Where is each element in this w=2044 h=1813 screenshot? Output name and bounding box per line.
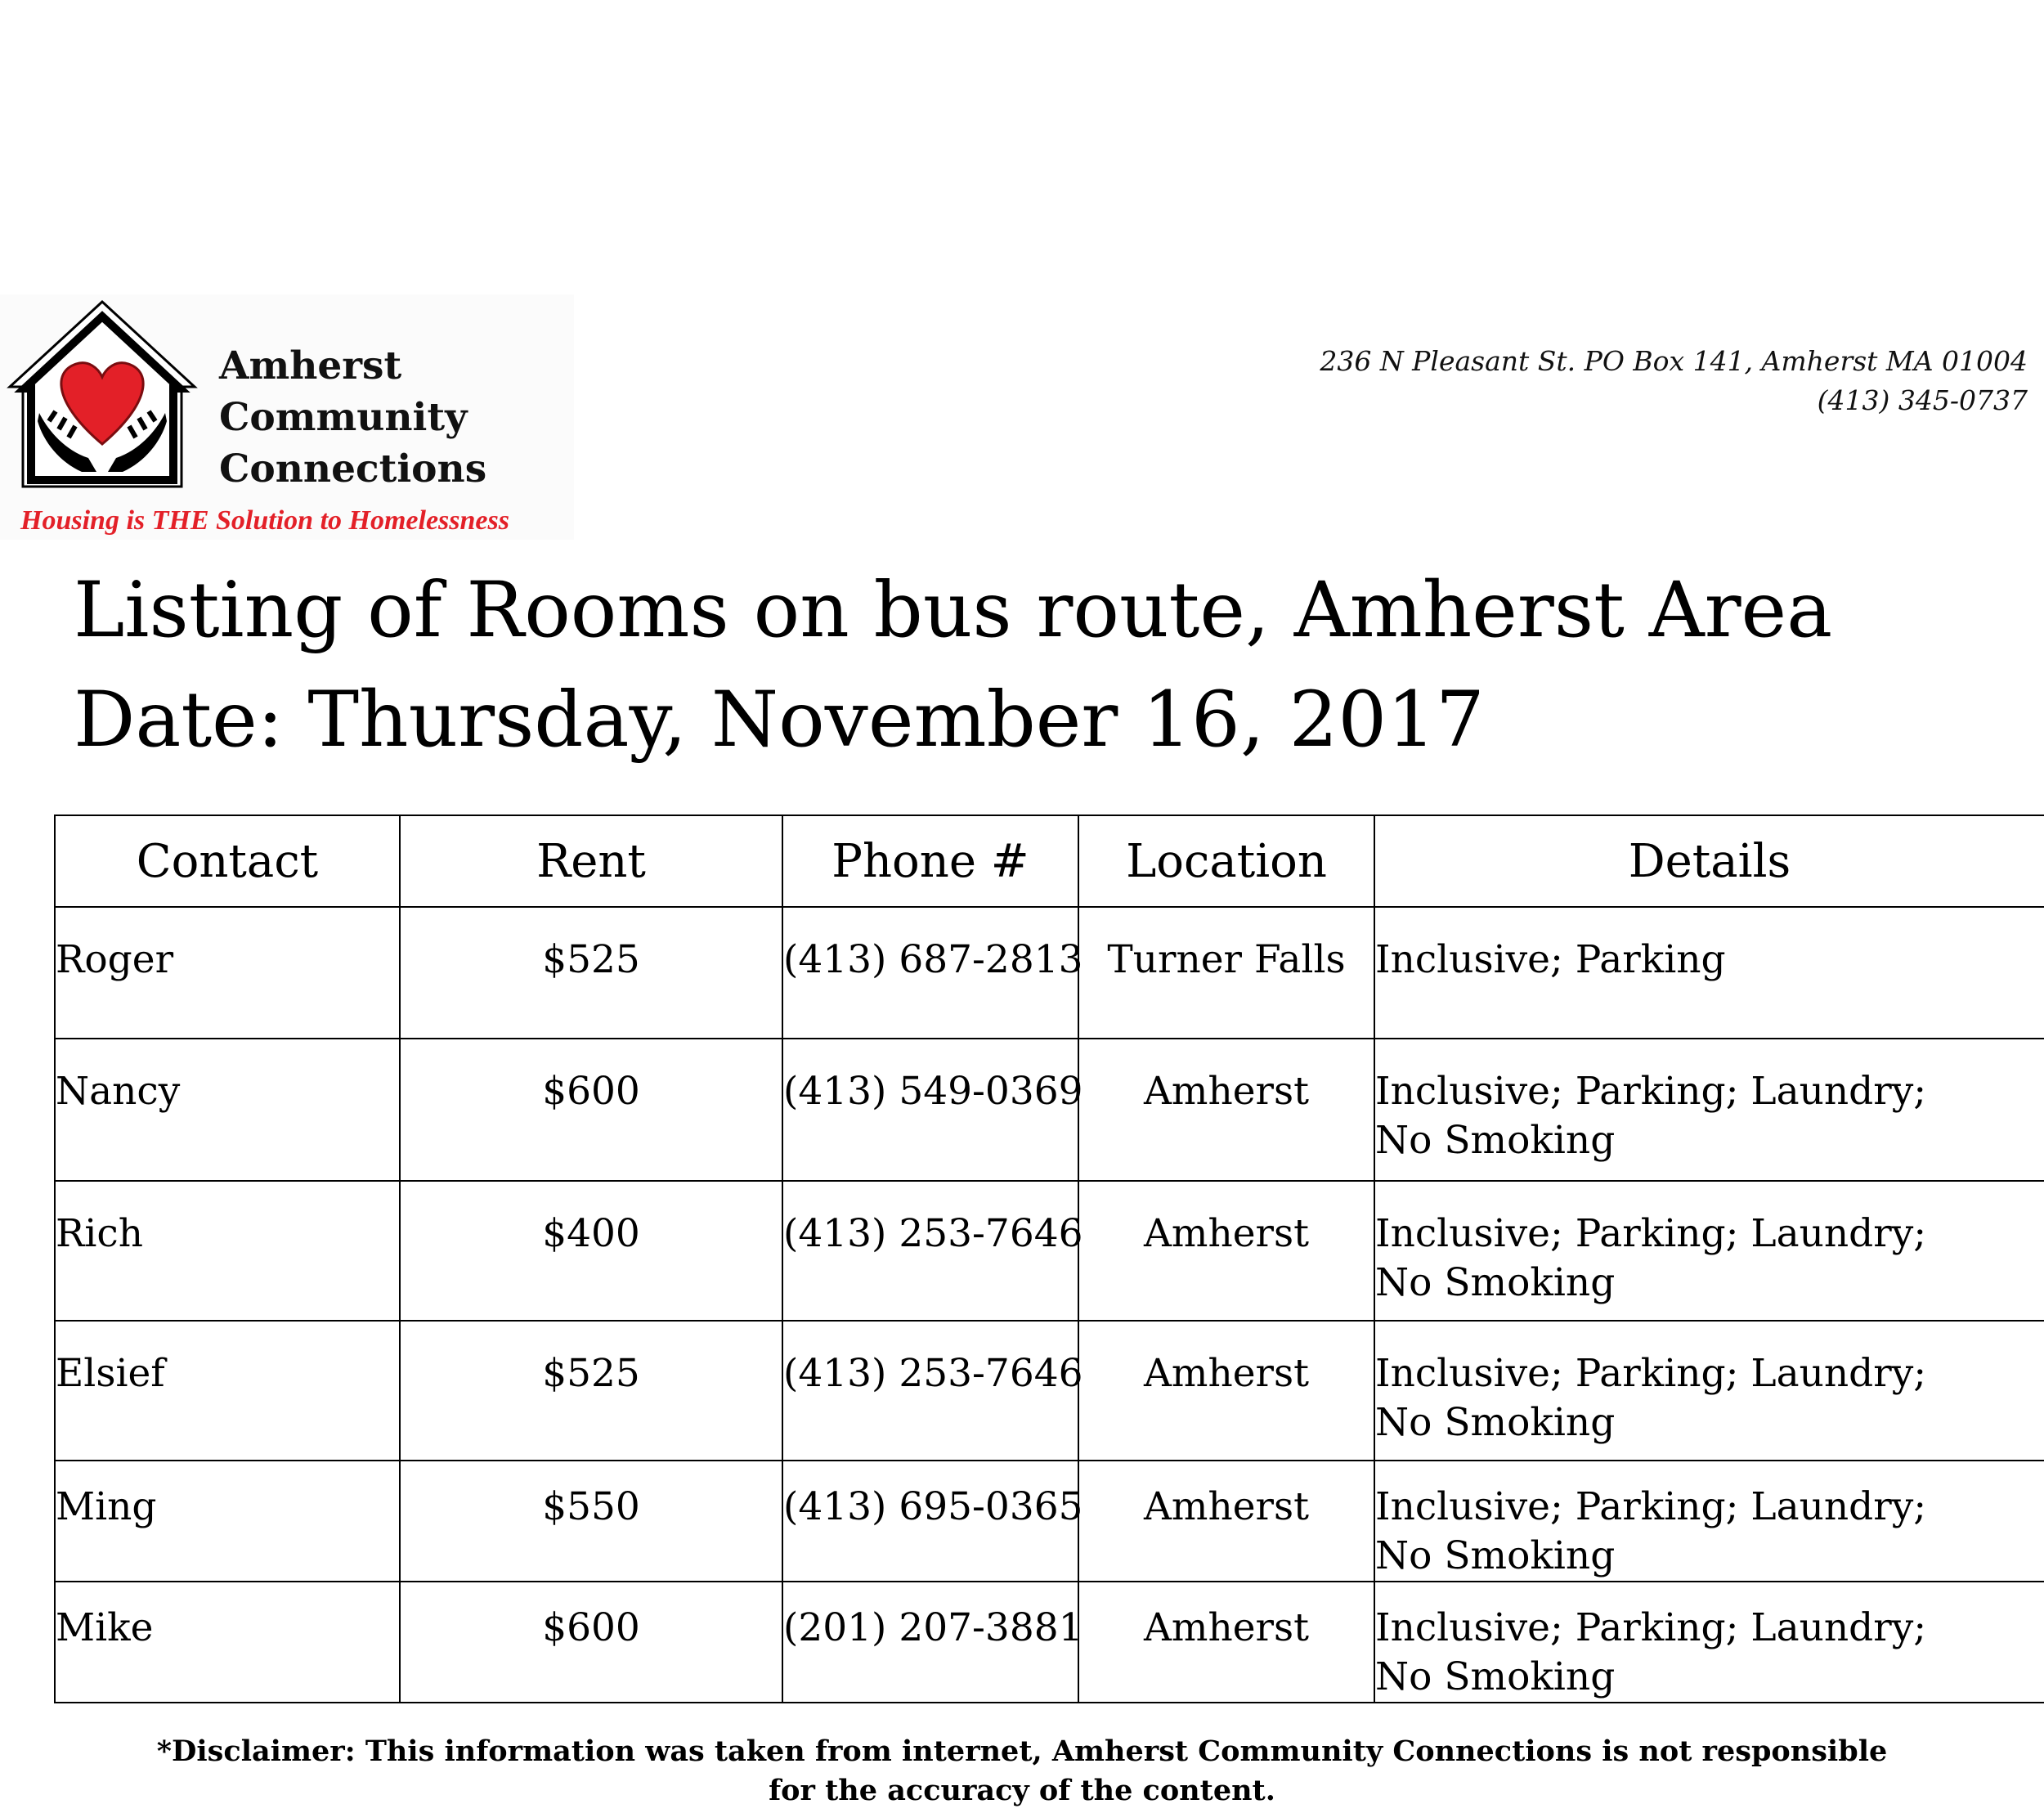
contact-cell: Roger [55,907,400,1039]
details-cell [1374,1582,2044,1703]
page-title: Listing of Rooms on bus route, Amherst Area [74,566,1833,655]
rent-cell: $550 [400,1461,782,1582]
logo-name-line: Amherst [219,343,402,388]
location-cell: Amherst [1078,1461,1374,1582]
phone-cell: (413) 253-7646 [782,1321,1078,1461]
location-cell: Turner Falls [1078,907,1374,1039]
location-cell: Amherst [1078,1181,1374,1321]
details-cell [1374,1039,2044,1181]
disclaimer-line: for the accuracy of the content. [769,1774,1275,1807]
page-date: Date: Thursday, November 16, 2017 [74,675,1485,765]
table-row [55,1582,2044,1703]
address-line: 236 N Pleasant St. PO Box 141, Amherst MA 01004 [1320,345,2028,377]
details-line: No Smoking [1375,1533,1616,1578]
details-cell [1374,1321,2044,1461]
location-cell: Amherst [1078,1582,1374,1703]
phone-cell: (413) 695-0365 [782,1461,1078,1582]
address-block [1320,342,2028,420]
details-line: Inclusive; Parking; Laundry; [1375,1069,1927,1114]
table-row [55,1181,2044,1321]
details-line: Inclusive; Parking; Laundry; [1375,1211,1927,1256]
logo-name-line: Community [219,395,468,440]
rent-cell: $525 [400,1321,782,1461]
column-header-location: Location [1078,815,1374,907]
details-cell [1374,1181,2044,1321]
location-cell: Amherst [1078,1039,1374,1181]
column-header-phone: Phone # [782,815,1078,907]
details-line: Inclusive; Parking; Laundry; [1375,1605,1927,1650]
rent-cell: $400 [400,1181,782,1321]
details-line: No Smoking [1375,1654,1616,1699]
rent-cell: $600 [400,1582,782,1703]
table-header-row [55,815,2044,907]
phone-line: (413) 345-0737 [1817,384,2028,416]
contact-cell: Rich [55,1181,400,1321]
details-line: No Smoking [1375,1118,1616,1163]
contact-cell: Ming [55,1461,400,1582]
disclaimer-line: *Disclaimer: This information was taken from internet, Amherst Community Connections is not responsible [156,1734,1888,1768]
logo-tagline: Housing is THE Solution to Homelessness [20,505,509,536]
details-cell [1374,1461,2044,1582]
disclaimer [0,1732,2044,1811]
phone-cell: (413) 549-0369 [782,1039,1078,1181]
house-heart-hands-icon [7,298,199,495]
details-line: No Smoking [1375,1400,1616,1445]
table-row [55,1039,2044,1181]
column-header-rent: Rent [400,815,782,907]
rooms-table [54,815,2044,1703]
logo-name-line: Connections [219,447,487,491]
details-line: Inclusive; Parking; Laundry; [1375,1484,1927,1529]
rent-cell: $600 [400,1039,782,1181]
phone-cell: (201) 207-3881 [782,1582,1078,1703]
table-row [55,907,2044,1039]
details-line: No Smoking [1375,1260,1616,1305]
details-cell [1374,907,2044,1039]
rent-cell: $525 [400,907,782,1039]
details-line: Inclusive; Parking [1375,937,1726,982]
column-header-details: Details [1374,815,2044,907]
column-header-contact: Contact [55,815,400,907]
contact-cell: Elsief [55,1321,400,1461]
table-row [55,1321,2044,1461]
phone-cell: (413) 253-7646 [782,1181,1078,1321]
location-cell: Amherst [1078,1321,1374,1461]
phone-cell: (413) 687-2813 [782,907,1078,1039]
contact-cell: Mike [55,1582,400,1703]
contact-cell: Nancy [55,1039,400,1181]
table-row [55,1461,2044,1582]
details-line: Inclusive; Parking; Laundry; [1375,1351,1927,1396]
logo-organization-name [219,340,486,495]
